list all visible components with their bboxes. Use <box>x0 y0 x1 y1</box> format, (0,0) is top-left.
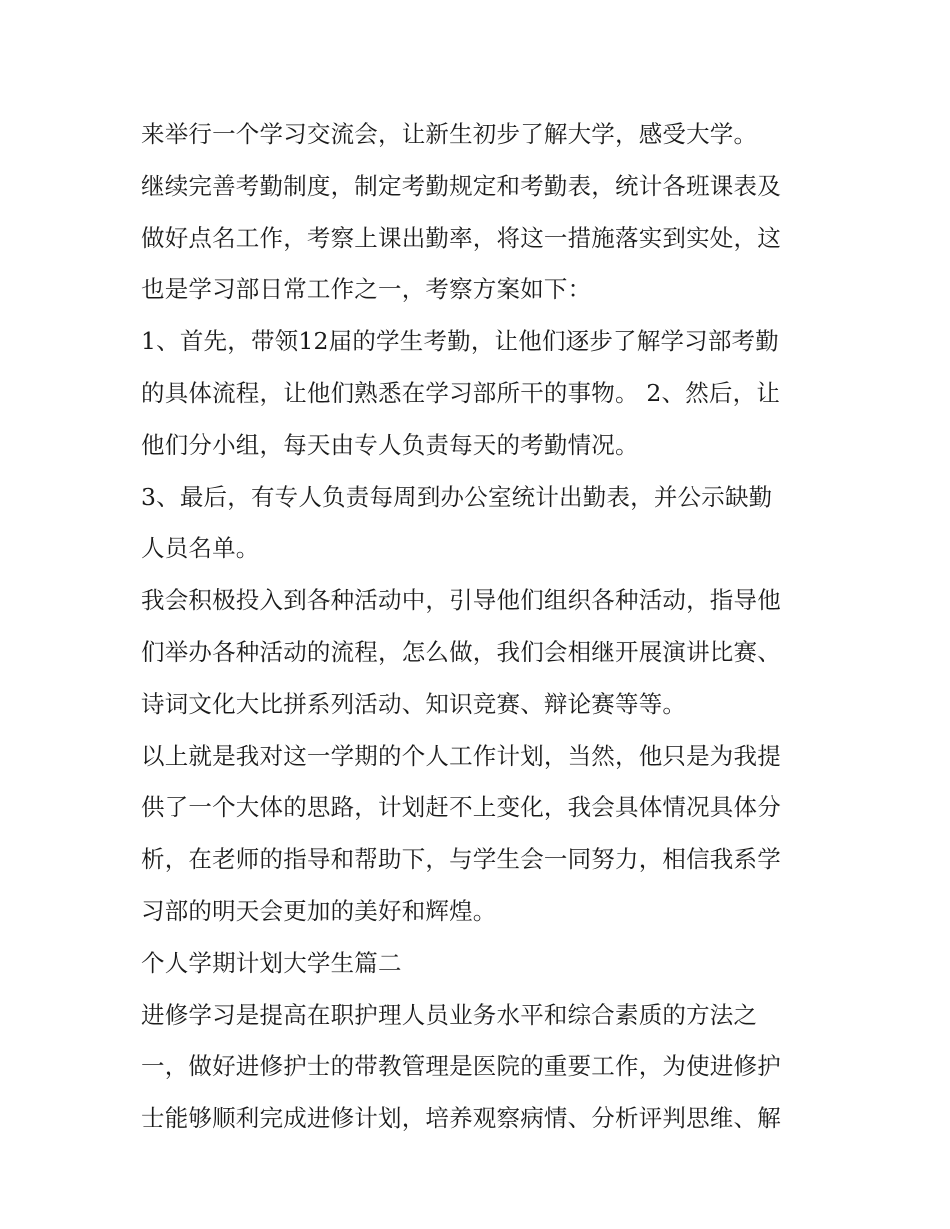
text-line: 他们分小组，每天由专人负责每天的考勤情况。 <box>141 430 639 459</box>
text-line: 们举办各种活动的流程，怎么做，我们会相继开展演讲比赛、 <box>141 637 781 666</box>
text-line: 人员名单。 <box>141 534 260 563</box>
text-line: 的具体流程，让他们熟悉在学习部所干的事物。 2、然后，让 <box>141 378 781 407</box>
text-line: 一，做好进修护士的带教管理是医院的重要工作，为使进修护 <box>141 1052 781 1081</box>
text-line: 进修学习是提高在职护理人员业务水平和综合素质的方法之 <box>141 1000 758 1029</box>
text-line: 士能够顺利完成进修计划，培养观察病情、分析评判思维、解 <box>141 1104 781 1133</box>
text-line: 1、首先，带领12届的学生考勤，让他们逐步了解学习部考勤 <box>141 327 779 356</box>
body-text <box>141 109 821 1145</box>
text-line: 以上就是我对这一学期的个人工作计划，当然，他只是为我提 <box>141 741 781 770</box>
text-line: 供了一个大体的思路，计划赶不上变化，我会具体情况具体分 <box>141 793 781 822</box>
text-line: 诗词文化大比拼系列活动、知识竞赛、辩论赛等等。 <box>141 689 687 718</box>
text-line: 来举行一个学习交流会，让新生初步了解大学，感受大学。 <box>141 120 758 148</box>
text-line: 做好点名工作，考察上课出勤率，将这一措施落实到实处，这 <box>141 223 781 252</box>
text-line: 我会积极投入到各种活动中，引导他们组织各种活动，指导他 <box>141 586 781 615</box>
text-line: 习部的明天会更加的美好和辉煌。 <box>141 896 497 925</box>
text-line: 析，在老师的指导和帮助下，与学生会一同努力，相信我系学 <box>141 845 781 874</box>
text-line: 继续完善考勤制度，制定考勤规定和考勤表，统计各班课表及 <box>141 171 781 200</box>
section-heading: 个人学期计划大学生篇二 <box>141 948 402 977</box>
text-line: 3、最后，有专人负责每周到办公室统计出勤表，并公示缺勤 <box>141 482 773 511</box>
text-line: 也是学习部日常工作之一，考察方案如下： <box>141 275 592 304</box>
